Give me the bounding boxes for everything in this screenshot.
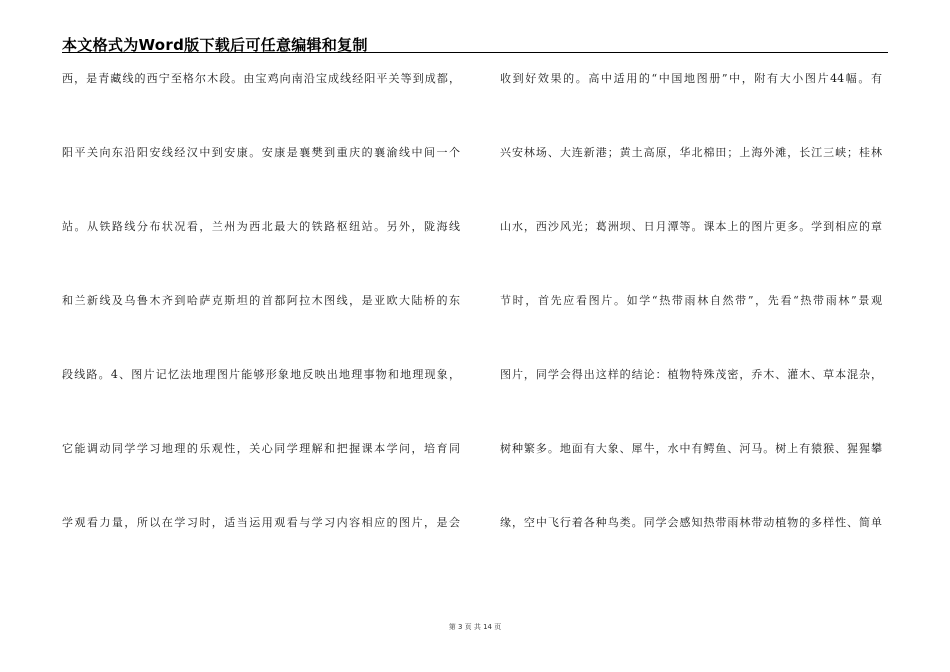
header-divider	[62, 52, 888, 53]
text-line: 图片，同学会得出这样的结论：植物特殊茂密，乔木、灌木、草本混杂，	[500, 368, 882, 381]
page-number: 第 3 页 共 14 页	[448, 623, 502, 631]
text-line: 学观看力量，所以在学习时，适当运用观看与学习内容相应的图片，是会	[62, 516, 460, 529]
text-line: 段线路。4、图片记忆法地理图片能够形象地反映出地理事物和地理现象，	[62, 368, 460, 381]
text-line: 树种繁多。地面有大象、犀牛，水中有鳄鱼、河马。树上有猿猴、猩猩攀	[500, 442, 882, 455]
text-line: 节时，首先应看图片。如学“热带雨林自然带”，先看“热带雨林”景观	[500, 294, 882, 307]
text-line: 收到好效果的。高中适用的“中国地图册”中，附有大小图片44幅。有	[500, 72, 882, 85]
text-line: 阳平关向东沿阳安线经汉中到安康。安康是襄樊到重庆的襄渝线中间一个	[62, 146, 460, 159]
text-line: 站。从铁路线分布状况看，兰州为西北最大的铁路枢纽站。另外，陇海线	[62, 220, 460, 233]
document-header-title: 本文格式为Word版下载后可任意编辑和复制	[62, 36, 368, 54]
text-line: 缘，空中飞行着各种鸟类。同学会感知热带雨林带动植物的多样性、简单	[500, 516, 882, 529]
text-line: 和兰新线及乌鲁木齐到哈萨克斯坦的首都阿拉木图线，是亚欧大陆桥的东	[62, 294, 460, 307]
text-line: 它能调动同学学习地理的乐观性，关心同学理解和把握课本学问，培育同	[62, 442, 460, 455]
text-line: 山水，西沙风光；葛洲坝、日月潭等。课本上的图片更多。学到相应的章	[500, 220, 882, 233]
text-line: 西，是青藏线的西宁至格尔木段。由宝鸡向南沿宝成线经阳平关等到成都，	[62, 72, 460, 85]
text-line: 兴安林场、大连新港；黄土高原，华北棉田；上海外滩，长江三峡；桂林	[500, 146, 882, 159]
